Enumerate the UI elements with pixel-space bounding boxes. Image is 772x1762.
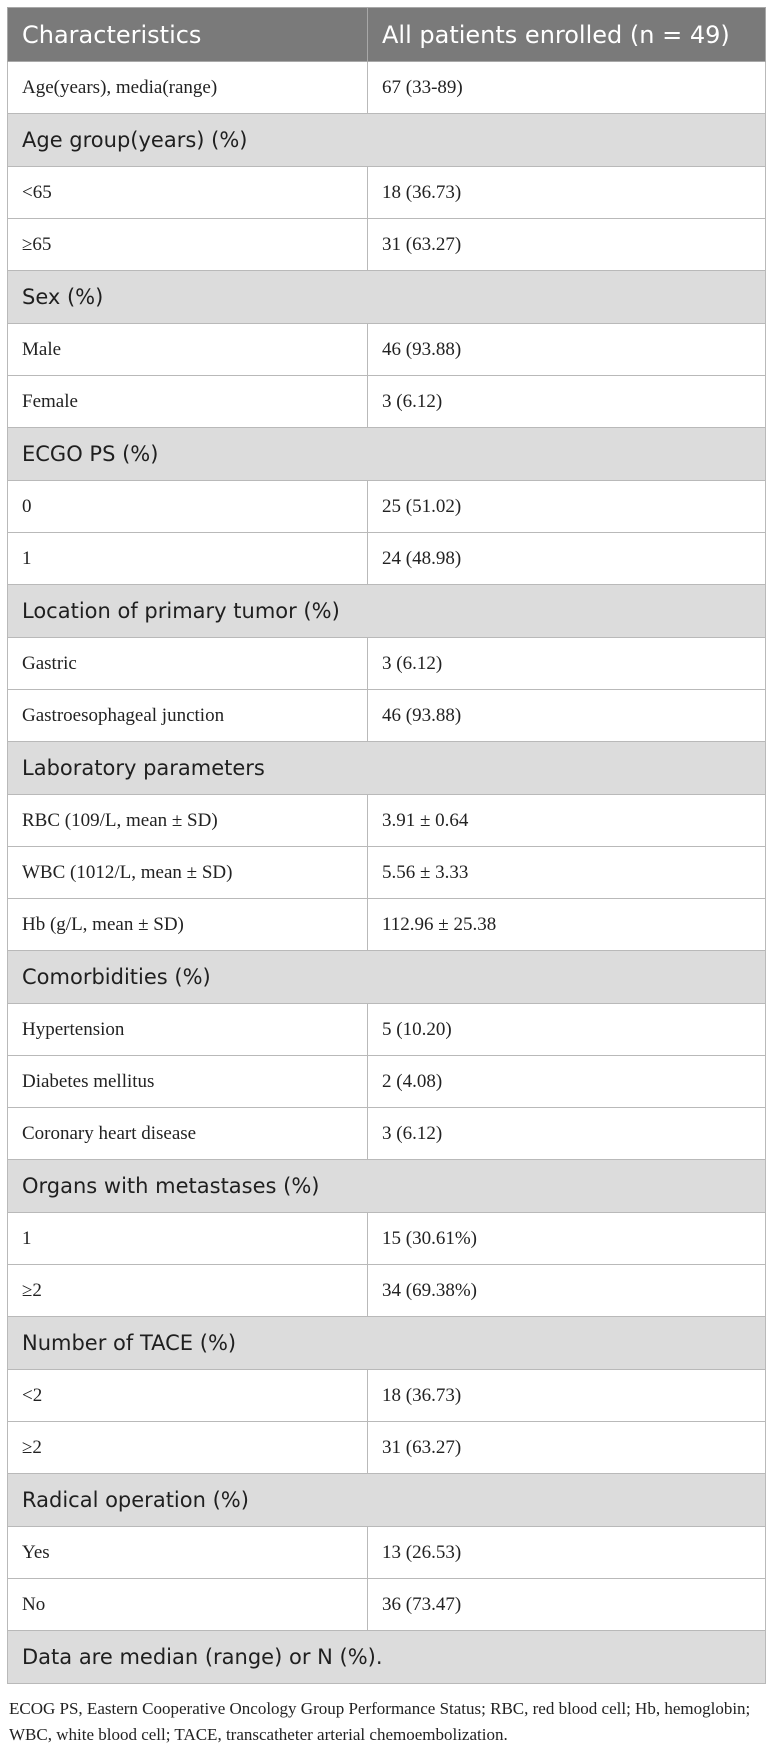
characteristics-table [7,7,766,1684]
section-label: Laboratory parameters [8,742,766,795]
table-row [8,62,766,114]
section-row [8,1474,766,1527]
row-characteristic: 1 [8,533,368,585]
section-label: Radical operation (%) [8,1474,766,1527]
row-value: 18 (36.73) [368,1370,766,1422]
table-row [8,1056,766,1108]
table-row [8,219,766,271]
row-characteristic: <65 [8,167,368,219]
section-row [8,585,766,638]
table-footer-row [8,1631,766,1684]
section-row [8,1160,766,1213]
row-characteristic: Female [8,376,368,428]
row-value: 3.91 ± 0.64 [368,795,766,847]
row-characteristic: Coronary heart disease [8,1108,368,1160]
row-characteristic: 0 [8,481,368,533]
table-row [8,1265,766,1317]
row-characteristic: Hb (g/L, mean ± SD) [8,899,368,951]
row-characteristic: Diabetes mellitus [8,1056,368,1108]
row-value: 3 (6.12) [368,376,766,428]
row-characteristic: ≥2 [8,1422,368,1474]
section-label: Sex (%) [8,271,766,324]
row-characteristic: <2 [8,1370,368,1422]
row-characteristic: ≥65 [8,219,368,271]
row-value: 3 (6.12) [368,638,766,690]
table-row [8,690,766,742]
row-characteristic: Gastroesophageal junction [8,690,368,742]
section-row [8,1317,766,1370]
row-characteristic: Hypertension [8,1004,368,1056]
section-label: Comorbidities (%) [8,951,766,1004]
row-value: 13 (26.53) [368,1527,766,1579]
section-label: Organs with metastases (%) [8,1160,766,1213]
table-row [8,1213,766,1265]
section-label: Location of primary tumor (%) [8,585,766,638]
row-characteristic: 1 [8,1213,368,1265]
table-row [8,324,766,376]
row-characteristic: Yes [8,1527,368,1579]
row-value: 24 (48.98) [368,533,766,585]
table-row [8,481,766,533]
row-value: 36 (73.47) [368,1579,766,1631]
section-label: Age group(years) (%) [8,114,766,167]
row-value: 112.96 ± 25.38 [368,899,766,951]
row-value: 34 (69.38%) [368,1265,766,1317]
table-row [8,899,766,951]
row-value: 2 (4.08) [368,1056,766,1108]
row-value: 5 (10.20) [368,1004,766,1056]
table-row [8,1108,766,1160]
table-row [8,376,766,428]
header-all-patients: All patients enrolled (n = 49) [368,8,766,62]
row-value: 15 (30.61%) [368,1213,766,1265]
row-characteristic: RBC (109/L, mean ± SD) [8,795,368,847]
row-value: 31 (63.27) [368,219,766,271]
table-row [8,1370,766,1422]
row-characteristic: Age(years), media(range) [8,62,368,114]
table-row [8,1422,766,1474]
table-row [8,167,766,219]
table-body [8,62,766,1631]
header-characteristics: Characteristics [8,8,368,62]
row-characteristic: WBC (1012/L, mean ± SD) [8,847,368,899]
row-value: 46 (93.88) [368,690,766,742]
table-caption: ECOG PS, Eastern Cooperative Oncology Group Performance Status; RBC, red blood cell; Hb, hemoglobin; WBC, white blood cell; TACE, transcatheter arterial chemoembolization. [9,1699,751,1744]
table-footer-note: Data are median (range) or N (%). [8,1631,766,1684]
table-row [8,795,766,847]
table-row [8,533,766,585]
section-row [8,114,766,167]
row-value: 25 (51.02) [368,481,766,533]
section-row [8,271,766,324]
row-characteristic: Male [8,324,368,376]
row-value: 67 (33-89) [368,62,766,114]
section-label: ECGO PS (%) [8,428,766,481]
row-value: 3 (6.12) [368,1108,766,1160]
row-value: 31 (63.27) [368,1422,766,1474]
table-row [8,1579,766,1631]
section-row [8,742,766,795]
table-row [8,847,766,899]
row-characteristic: Gastric [8,638,368,690]
row-value: 46 (93.88) [368,324,766,376]
table-row [8,1004,766,1056]
row-characteristic: ≥2 [8,1265,368,1317]
section-row [8,951,766,1004]
section-label: Number of TACE (%) [8,1317,766,1370]
table-row [8,1527,766,1579]
row-value: 18 (36.73) [368,167,766,219]
table-row [8,638,766,690]
row-characteristic: No [8,1579,368,1631]
document-page [7,7,765,1748]
table-header-row [8,8,766,62]
section-row [8,428,766,481]
row-value: 5.56 ± 3.33 [368,847,766,899]
